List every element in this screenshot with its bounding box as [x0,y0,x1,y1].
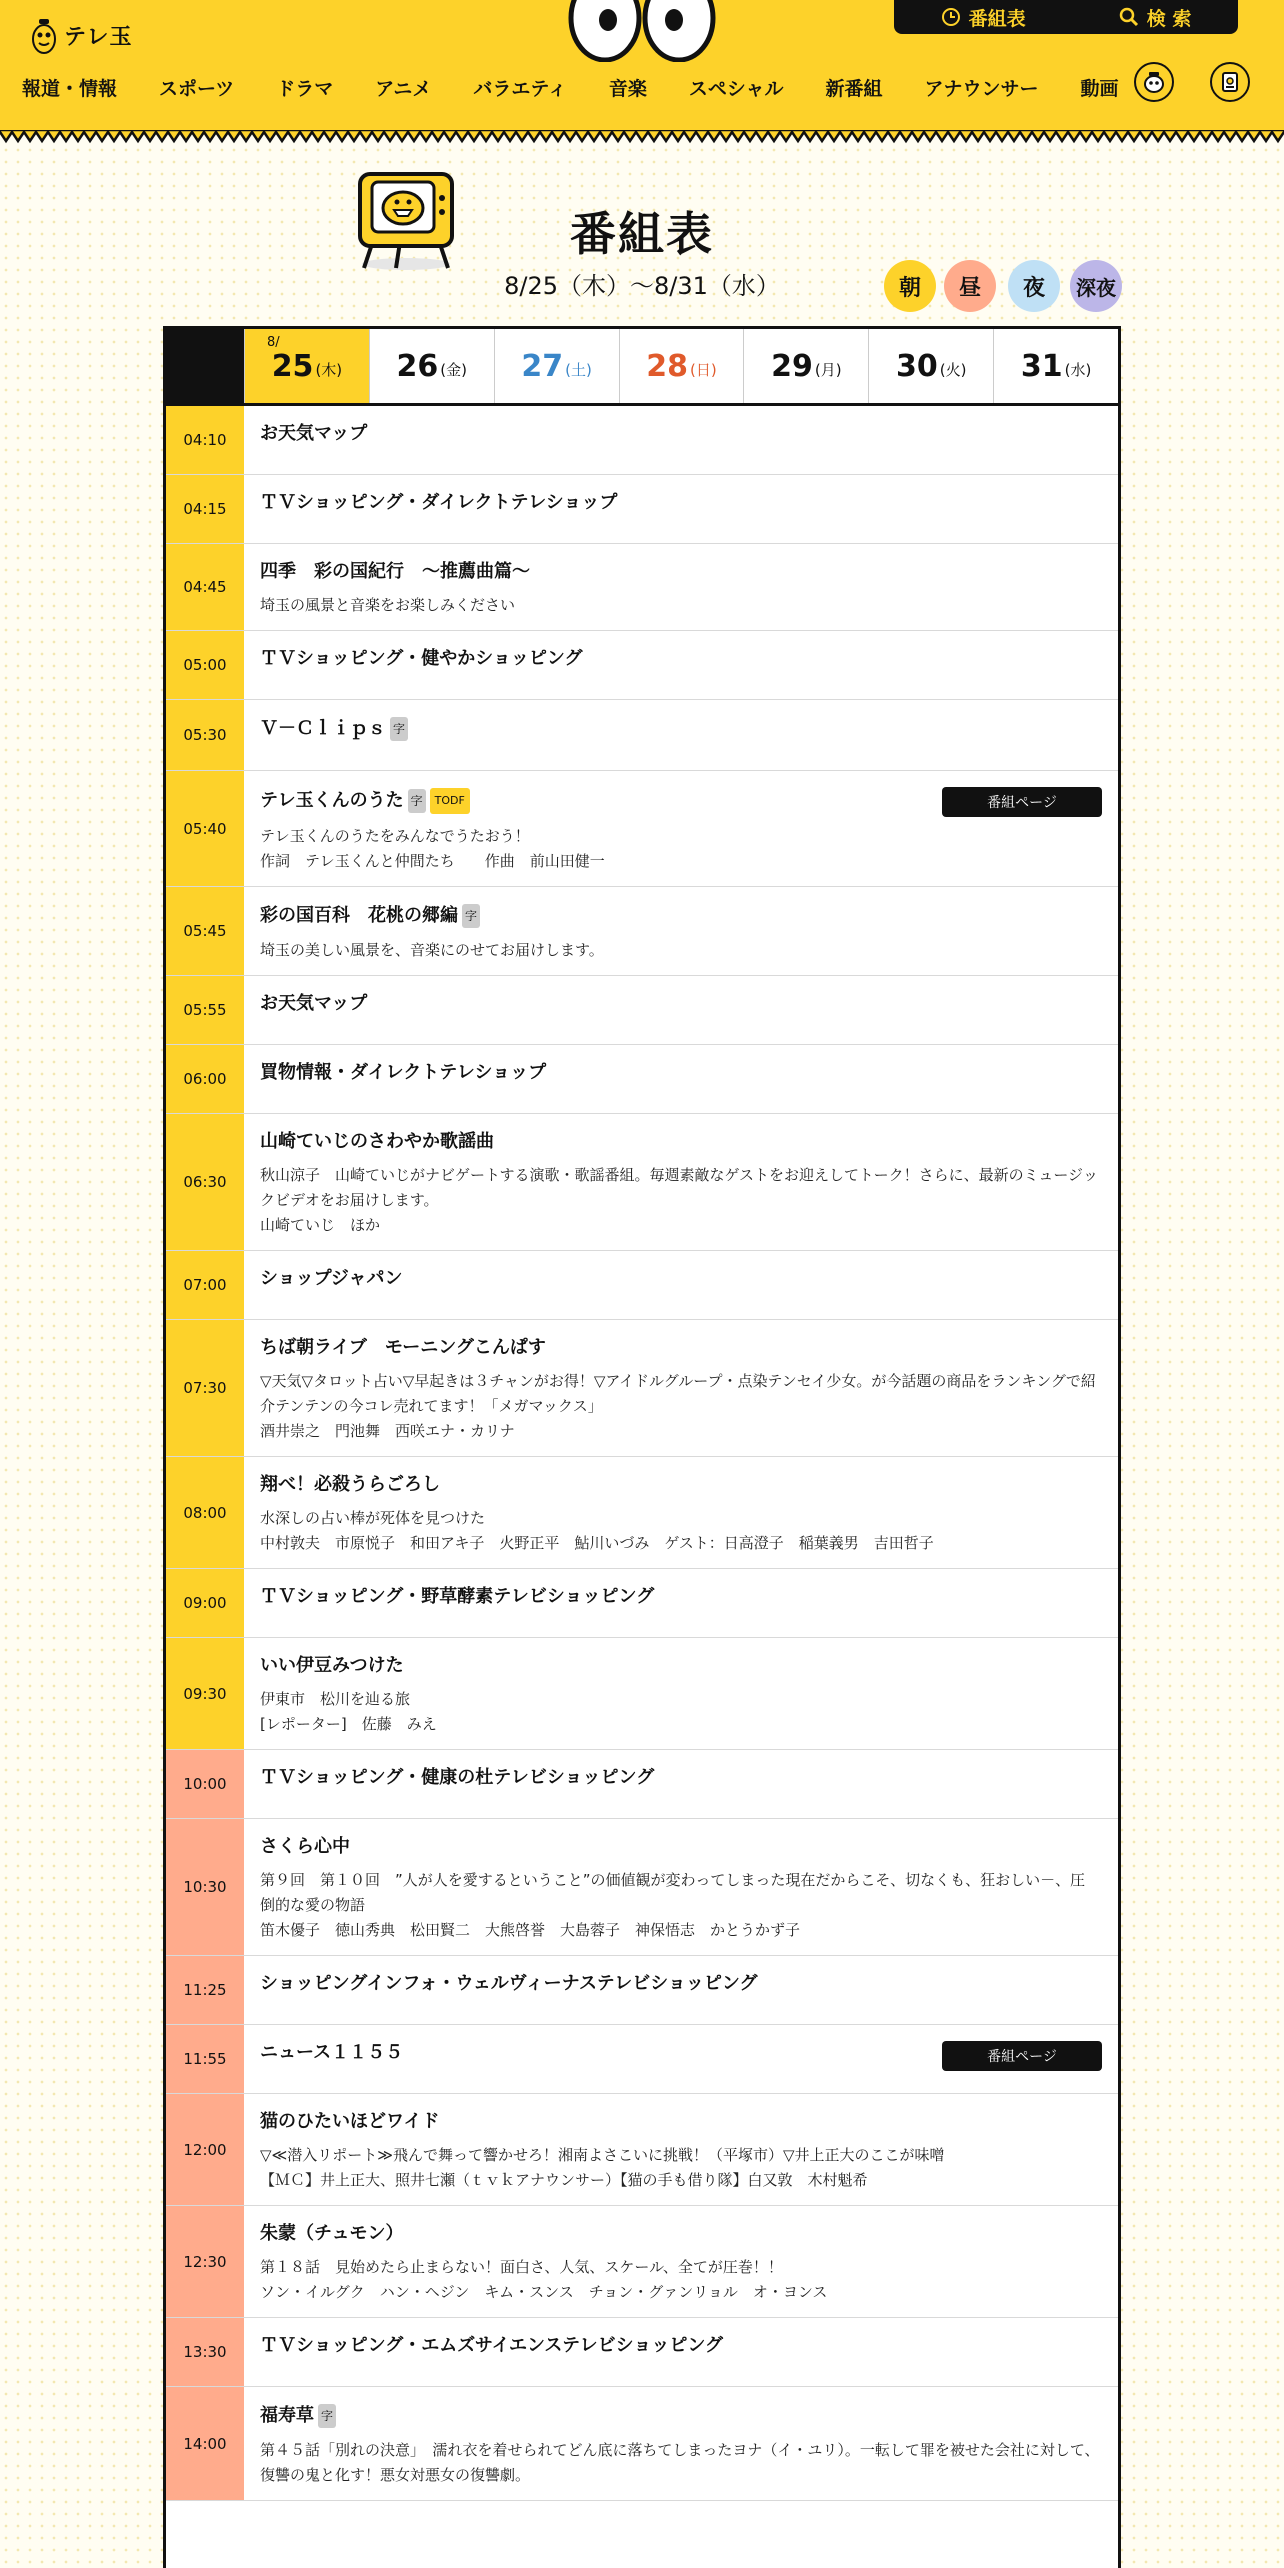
program-page-button[interactable]: 番組ページ [942,2041,1102,2071]
tod-day-button[interactable] [944,260,996,312]
program-description [260,1687,1100,1737]
schedule-link[interactable] [941,4,1026,31]
day-tab-number: 28 [646,348,689,384]
day-tab-30[interactable] [868,329,993,403]
program-body [244,2318,1118,2386]
nav-special[interactable]: スペシャル [688,77,784,100]
program-title-line [260,1767,1100,1789]
program-time: 05:00 [166,631,244,699]
program-title[interactable]: 四季 彩の国紀行 ～推薦曲篇～ [260,561,530,582]
subtitle-badge: 字 [408,789,426,813]
clock-icon [941,7,961,27]
program-title[interactable]: 彩の国百科 花桃の郷編 [260,905,458,926]
schedule-link-label: 番組表 [968,7,1026,30]
program-title[interactable]: ＴＶショッピング・野草酵素テレビショッピング [260,1586,655,1607]
day-tab-number: 31 [1020,348,1063,384]
program-description-line: 山崎ていじ ほか [260,1216,381,1234]
date-range: 8/25（木）〜8/31（水） [504,272,780,300]
program-body [244,544,1118,630]
program-description-line: 第４５話「別れの決意」 濡れ衣を着せられてどん底に落ちてしまったヨナ（イ・ユリ）。一転して罪を被せた会社に対して、復讐の鬼と化す！悪女対悪女の復讐劇。 [260,2441,1100,2484]
day-tab-weekday: (木) [315,360,343,379]
program-row[interactable] [166,544,1118,631]
program-description-line: 酒井崇之 門池舞 西咲エナ・カリナ [260,1422,515,1440]
program-row[interactable] [166,1819,1118,1956]
program-description-line: 第１８話 見始めたら止まらない！面白さ、人気、スケール、全てが圧巻！！ [260,2258,783,2276]
program-time: 11:25 [166,1956,244,2024]
program-title[interactable]: ＴＶショッピング・ダイレクトテレショップ [260,492,618,513]
program-title[interactable]: ちば朝ライブ モーニングこんぱす [260,1337,546,1358]
program-time: 04:10 [166,406,244,474]
program-description [260,593,1100,618]
program-body [244,2094,1118,2205]
tod-late-night-button[interactable] [1070,260,1122,312]
program-description-line: 埼玉の美しい風景を、音楽にのせてお届けします。 [260,941,604,959]
program-body [244,2025,1118,2093]
program-row[interactable] [166,1569,1118,1638]
program-description [260,1868,1100,1943]
day-tabs-corner [166,329,244,403]
program-row[interactable] [166,2206,1118,2318]
program-body [244,976,1118,1044]
program-description-line: 水深しの占い棒が死体を見つけた [260,1509,486,1527]
header-zigzag-edge [0,130,1284,144]
program-row[interactable] [166,1457,1118,1569]
schedule-table [163,326,1121,2568]
site-logo[interactable] [30,14,133,56]
day-tab-weekday: (土) [565,360,592,379]
program-time: 05:40 [166,771,244,886]
program-description [260,2438,1100,2488]
program-list [166,406,1118,2501]
program-description [260,1506,1100,1556]
day-tab-26[interactable] [369,329,494,403]
program-title[interactable]: 買物情報・ダイレクトテレショップ [260,1062,547,1083]
program-time: 10:00 [166,1750,244,1818]
program-time: 13:30 [166,2318,244,2386]
program-time: 09:00 [166,1569,244,1637]
program-title-line [260,1973,1100,1995]
program-body [244,1045,1118,1113]
program-body [244,1956,1118,2024]
day-tab-weekday: (金) [440,360,468,379]
subtitle-badge: 字 [318,2404,336,2428]
program-description [260,2255,1100,2305]
program-time: 12:00 [166,2094,244,2205]
nav-sports[interactable]: スポーツ [159,77,235,100]
program-row[interactable] [166,1750,1118,1819]
search-link-label: 検 索 [1146,7,1192,30]
page-title: 番組表 [570,207,714,261]
program-title[interactable]: お天気マップ [260,423,368,444]
mascot-logo-icon [30,15,58,55]
program-time: 07:30 [166,1320,244,1456]
day-tab-weekday: (日) [690,360,717,379]
program-title[interactable]: 山崎ていじのさわやか歌謡曲 [260,1131,494,1152]
program-title-line [260,1655,1100,1677]
search-icon [1119,7,1139,27]
day-tabs [166,329,1118,406]
program-row[interactable] [166,976,1118,1045]
program-row[interactable] [166,1320,1118,1457]
program-body [244,1819,1118,1955]
program-title[interactable]: ＴＶショッピング・健康の杜テレビショッピング [260,1767,655,1788]
program-row[interactable] [166,1638,1118,1750]
program-description-line: ソン・イルグク ハン・ヘジン キム・スンス チョン・グァンリョル オ・ヨンス [260,2283,828,2301]
program-title[interactable]: いい伊豆みつけた [260,1655,404,1676]
tod-morning-label: 朝 [898,275,921,301]
day-tab-month: 8/ [267,335,280,350]
program-title[interactable]: お天気マップ [260,993,368,1014]
program-title[interactable]: さくら心中 [260,1836,350,1857]
program-title-line [260,904,1100,928]
program-description [260,938,1100,963]
program-title[interactable]: ＴＶショッピング・エムズサイエンステレビショッピング [260,2335,723,2356]
program-row[interactable] [166,1114,1118,1251]
program-description-line: 笛木優子 徳山秀典 松田賢二 大熊啓誉 大島蓉子 神保悟志 かとうかず子 [260,1921,801,1939]
program-row[interactable] [166,2094,1118,2206]
program-body [244,1750,1118,1818]
program-description [260,1163,1100,1238]
main-nav [22,72,1122,102]
program-title[interactable]: ショッピングインフォ・ウェルヴィーナステレビショッピング [260,1973,758,1994]
day-tab-number: 30 [895,348,938,384]
program-title-line [260,993,1100,1015]
mascot-eyes-icon [568,0,716,62]
program-time: 05:30 [166,700,244,770]
program-body [244,1457,1118,1568]
program-row[interactable] [166,700,1118,771]
day-tab-25[interactable] [244,329,369,403]
program-row[interactable] [166,406,1118,475]
program-time: 11:55 [166,2025,244,2093]
program-body [244,631,1118,699]
day-tab-number: 27 [521,348,564,384]
program-title[interactable]: ＴＶショッピング・健やかショッピング [260,648,583,669]
program-time: 07:00 [166,1251,244,1319]
program-description-line: テレ玉くんのうたをみんなでうたおう！ [260,827,530,845]
program-title-line [260,717,1100,741]
program-description-line: 埼玉の風景と音楽をお楽しみください [260,596,516,614]
subtitle-badge: 字 [462,904,480,928]
program-description-line: 秋山涼子 山崎ていじがナビゲートする演歌・歌謡番組。毎週素敵なゲストをお迎えしてトーク！さらに、最新のミュージックビデオをお届けします。 [260,1166,1099,1209]
program-title[interactable]: ショップジャパン [260,1268,403,1289]
day-tab-31[interactable] [993,329,1118,403]
program-body [244,771,1118,886]
program-body [244,1569,1118,1637]
program-title-line [260,2223,1100,2245]
day-tab-number: 25 [271,348,314,384]
search-link[interactable] [1119,4,1192,31]
nav-variety[interactable]: バラエティ [473,77,567,100]
program-row[interactable] [166,1956,1118,2025]
program-description [260,824,1100,874]
program-row[interactable] [166,887,1118,976]
day-tab-number: 29 [771,348,813,384]
program-title-line [260,1268,1100,1290]
program-description-line: 作詞 テレ玉くんと仲間たち 作曲 前山田健一 [260,852,605,870]
program-time: 09:30 [166,1638,244,1749]
program-row[interactable] [166,1251,1118,1320]
day-tab-27[interactable] [494,329,619,403]
program-row[interactable] [166,2025,1118,2094]
program-time: 08:00 [166,1457,244,1568]
program-time: 04:45 [166,544,244,630]
day-tab-number: 26 [396,348,439,384]
nav-videos[interactable]: 動画 [1080,77,1119,100]
program-row[interactable] [166,771,1118,887]
program-title-line [260,1131,1100,1153]
nav-music[interactable]: 音楽 [608,77,647,100]
program-title-line [260,561,1100,583]
nav-news[interactable]: 報道・情報 [22,77,118,100]
program-row[interactable] [166,631,1118,700]
program-title[interactable]: 猫のひたいほどワイド [260,2111,440,2132]
program-time: 05:55 [166,976,244,1044]
program-time: 06:00 [166,1045,244,1113]
program-title-line [260,1337,1100,1359]
site-header [0,0,1284,132]
program-title-line [260,648,1100,670]
program-description-line: 中村敦夫 市原悦子 和田アキ子 火野正平 鮎川いづみ ゲスト：日高澄子 稲葉義男 吉田哲子 [260,1534,934,1552]
program-row[interactable] [166,1045,1118,1114]
program-time: 10:30 [166,1819,244,1955]
program-body [244,2387,1118,2500]
program-title[interactable]: 翔べ！必殺うらごろし [260,1474,440,1495]
program-description-line: ▽≪潜入リポート≫飛んで舞って響かせろ！湘南よさこいに挑戦！（平塚市）▽井上正大のここが味噌 [260,2146,945,2164]
program-body [244,887,1118,975]
program-time: 12:30 [166,2206,244,2317]
program-body [244,700,1118,770]
tod-day-label: 昼 [958,275,981,301]
program-title-line [260,2111,1100,2133]
todf-badge: TODF [430,788,470,814]
program-body [244,1251,1118,1319]
program-body [244,475,1118,543]
program-title-line [260,1062,1100,1084]
logo-text: テレ玉 [64,24,133,50]
program-row[interactable] [166,2387,1118,2501]
program-row[interactable] [166,475,1118,544]
nav-anime[interactable]: アニメ [375,77,432,100]
program-description-line: 【ＭＣ】井上正大、照井七瀬（ｔｖｋアナウンサー）【猫の手も借り隊】白又敦 木村魁希 [260,2171,868,2189]
program-title-line [260,2404,1100,2428]
program-title-line [260,423,1100,445]
tod-night-button[interactable] [1008,260,1060,312]
program-title[interactable]: Ｖ－Ｃｌｉｐｓ [260,718,386,739]
program-title[interactable]: ニュース１１５５ [260,2042,404,2063]
tod-late-night-label: 深夜 [1076,275,1116,300]
program-description-line: [レポーター] 佐藤 みえ [260,1715,437,1733]
program-title-line [260,1586,1100,1608]
program-description-line: 伊東市 松川を辿る旅 [260,1690,411,1708]
day-tab-28[interactable] [619,329,744,403]
top-utility-bar [894,0,1238,34]
program-title-line [260,1836,1100,1858]
program-time: 05:45 [166,887,244,975]
program-body [244,1114,1118,1250]
subtitle-badge: 字 [390,717,408,741]
program-description-line: ▽天気▽タロット占い▽早起きは３チャンがお得！▽アイドルグループ・点染テンセイ少女。が今話題の商品をランキングで紹介テンテンの今コレ売れてます！「メガマックス」 [260,1372,1096,1415]
program-description [260,2143,1100,2193]
program-row[interactable] [166,2318,1118,2387]
tv-mascot-icon [354,168,458,272]
program-page-button[interactable]: 番組ページ [942,787,1102,817]
program-body [244,2206,1118,2317]
day-tab-weekday: (火) [939,360,967,379]
nav-drama[interactable]: ドラマ [276,77,334,100]
program-time: 06:30 [166,1114,244,1250]
mascot-card-icon[interactable] [1210,62,1250,102]
program-title-line [260,1474,1100,1496]
program-body [244,1320,1118,1456]
program-description-line: 第９回 第１０回 ”人が人を愛するということ”の価値観が変わってしまった現在だからこそ、切なくも、狂おしい－、圧倒的な愛の物語 [260,1871,1086,1914]
program-description [260,1369,1100,1444]
mascot-radio-icon[interactable] [1134,62,1174,102]
program-body [244,1638,1118,1749]
day-tab-weekday: (水) [1064,360,1092,379]
program-body [244,406,1118,474]
day-tab-29[interactable] [743,329,868,403]
program-time: 14:00 [166,2387,244,2500]
tod-night-label: 夜 [1022,275,1045,301]
program-title[interactable]: 福寿草 [260,2405,314,2426]
program-title[interactable]: テレ玉くんのうた [260,790,404,811]
program-title[interactable]: 朱蒙（チュモン） [260,2223,404,2244]
day-tab-weekday: (月) [814,360,842,379]
program-title-line [260,2335,1100,2357]
nav-new-programs[interactable]: 新番組 [825,77,883,100]
program-title-line [260,492,1100,514]
tod-morning-button[interactable] [884,260,936,312]
program-time: 04:15 [166,475,244,543]
nav-announcers[interactable]: アナウンサー [924,77,1039,100]
